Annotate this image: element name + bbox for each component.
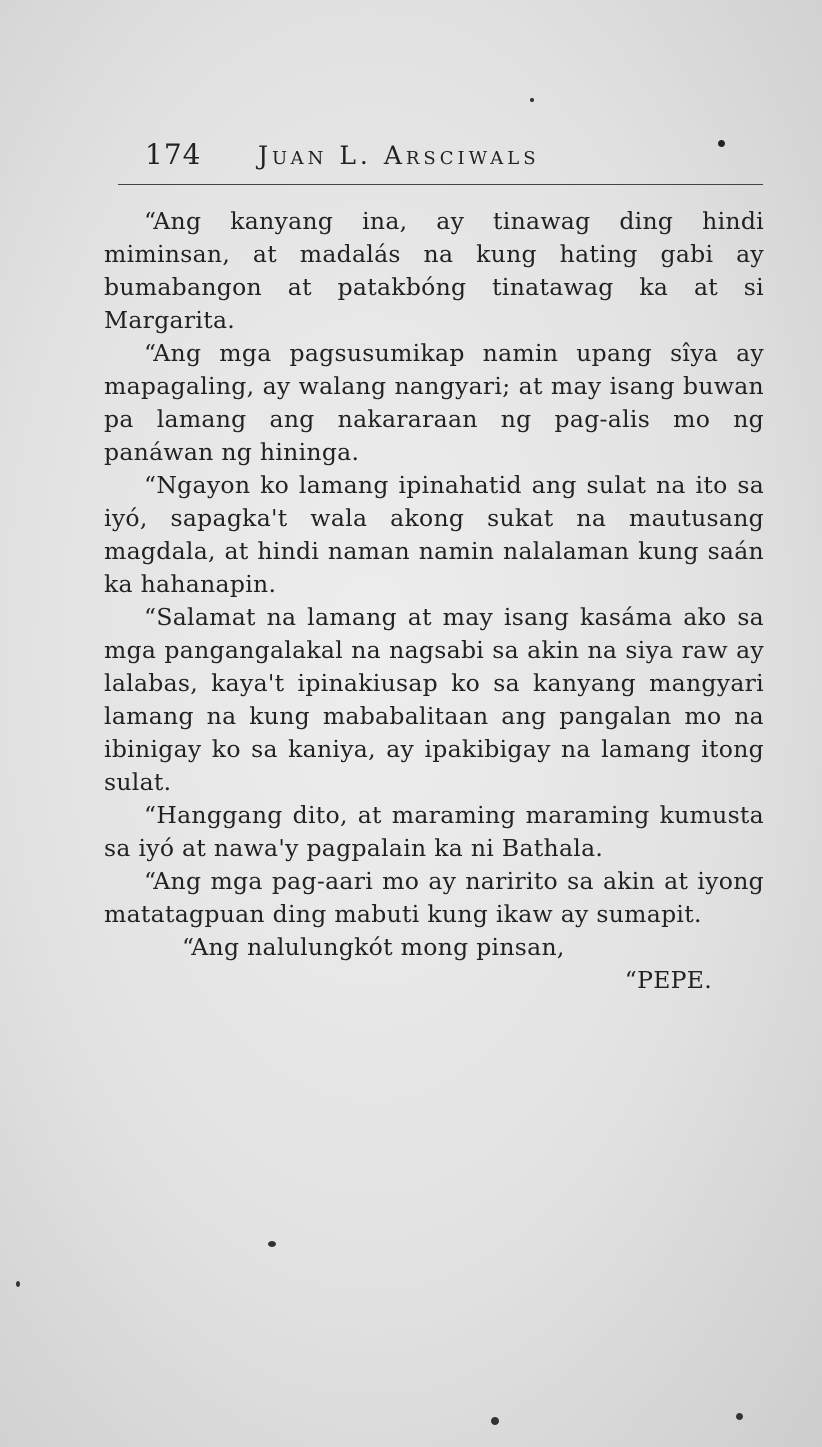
ink-speck (736, 1413, 743, 1420)
running-head: Juan L. Arsciwals (258, 141, 540, 170)
ink-speck (491, 1417, 499, 1425)
ink-speck (16, 1281, 20, 1287)
letter-signature: “PEPE. (624, 966, 712, 994)
letter-body (104, 205, 764, 997)
paragraph: “Ang kanyang ina, ay tinawag ding hindi miminsan, at madalás na kung hating gabi ay bumabangon at patakbóng tinatawag ka at si Margarita. (104, 207, 764, 334)
paragraph: “Hanggang dito, at maraming maraming kumusta sa iyó at nawa'y pagpalain ka ni Bathala. (104, 801, 764, 862)
paragraph: “Ang mga pagsusumikap namin upang sîya ay mapagaling, ay walang nangyari; at may isang buwan pa lamang ang nakararaan ng pag-alis mo ng panáwan ng hininga. (104, 339, 764, 466)
ink-speck (718, 140, 725, 147)
paragraph: “Salamat na lamang at may isang kasáma ako sa mga pangangalakal na nagsabi sa akin na siya raw ay lalabas, kaya't ipinakiusap ko sa kanyang mangyari lamang na kung mababalitaan ang pangalan mo na ibinigay ko sa kaniya, ay ipakibigay na lamang itong sulat. (104, 603, 764, 796)
paragraph: “Ngayon ko lamang ipinahatid ang sulat na ito sa iyó, sapagka't wala akong sukat na mautusang magdala, at hindi naman namin nalalaman kung saán ka hahanapin. (104, 471, 764, 598)
paragraph: “Ang mga pag-aari mo ay naririto sa akin at iyong matatagpuan ding mabuti kung ikaw ay sumapit. (104, 867, 764, 928)
letter-closing: “Ang nalulungkót mong pinsan, (182, 933, 565, 961)
ink-speck (530, 98, 534, 102)
page-header (118, 128, 763, 185)
ink-speck (268, 1241, 276, 1247)
page-number: 174 (145, 138, 202, 171)
